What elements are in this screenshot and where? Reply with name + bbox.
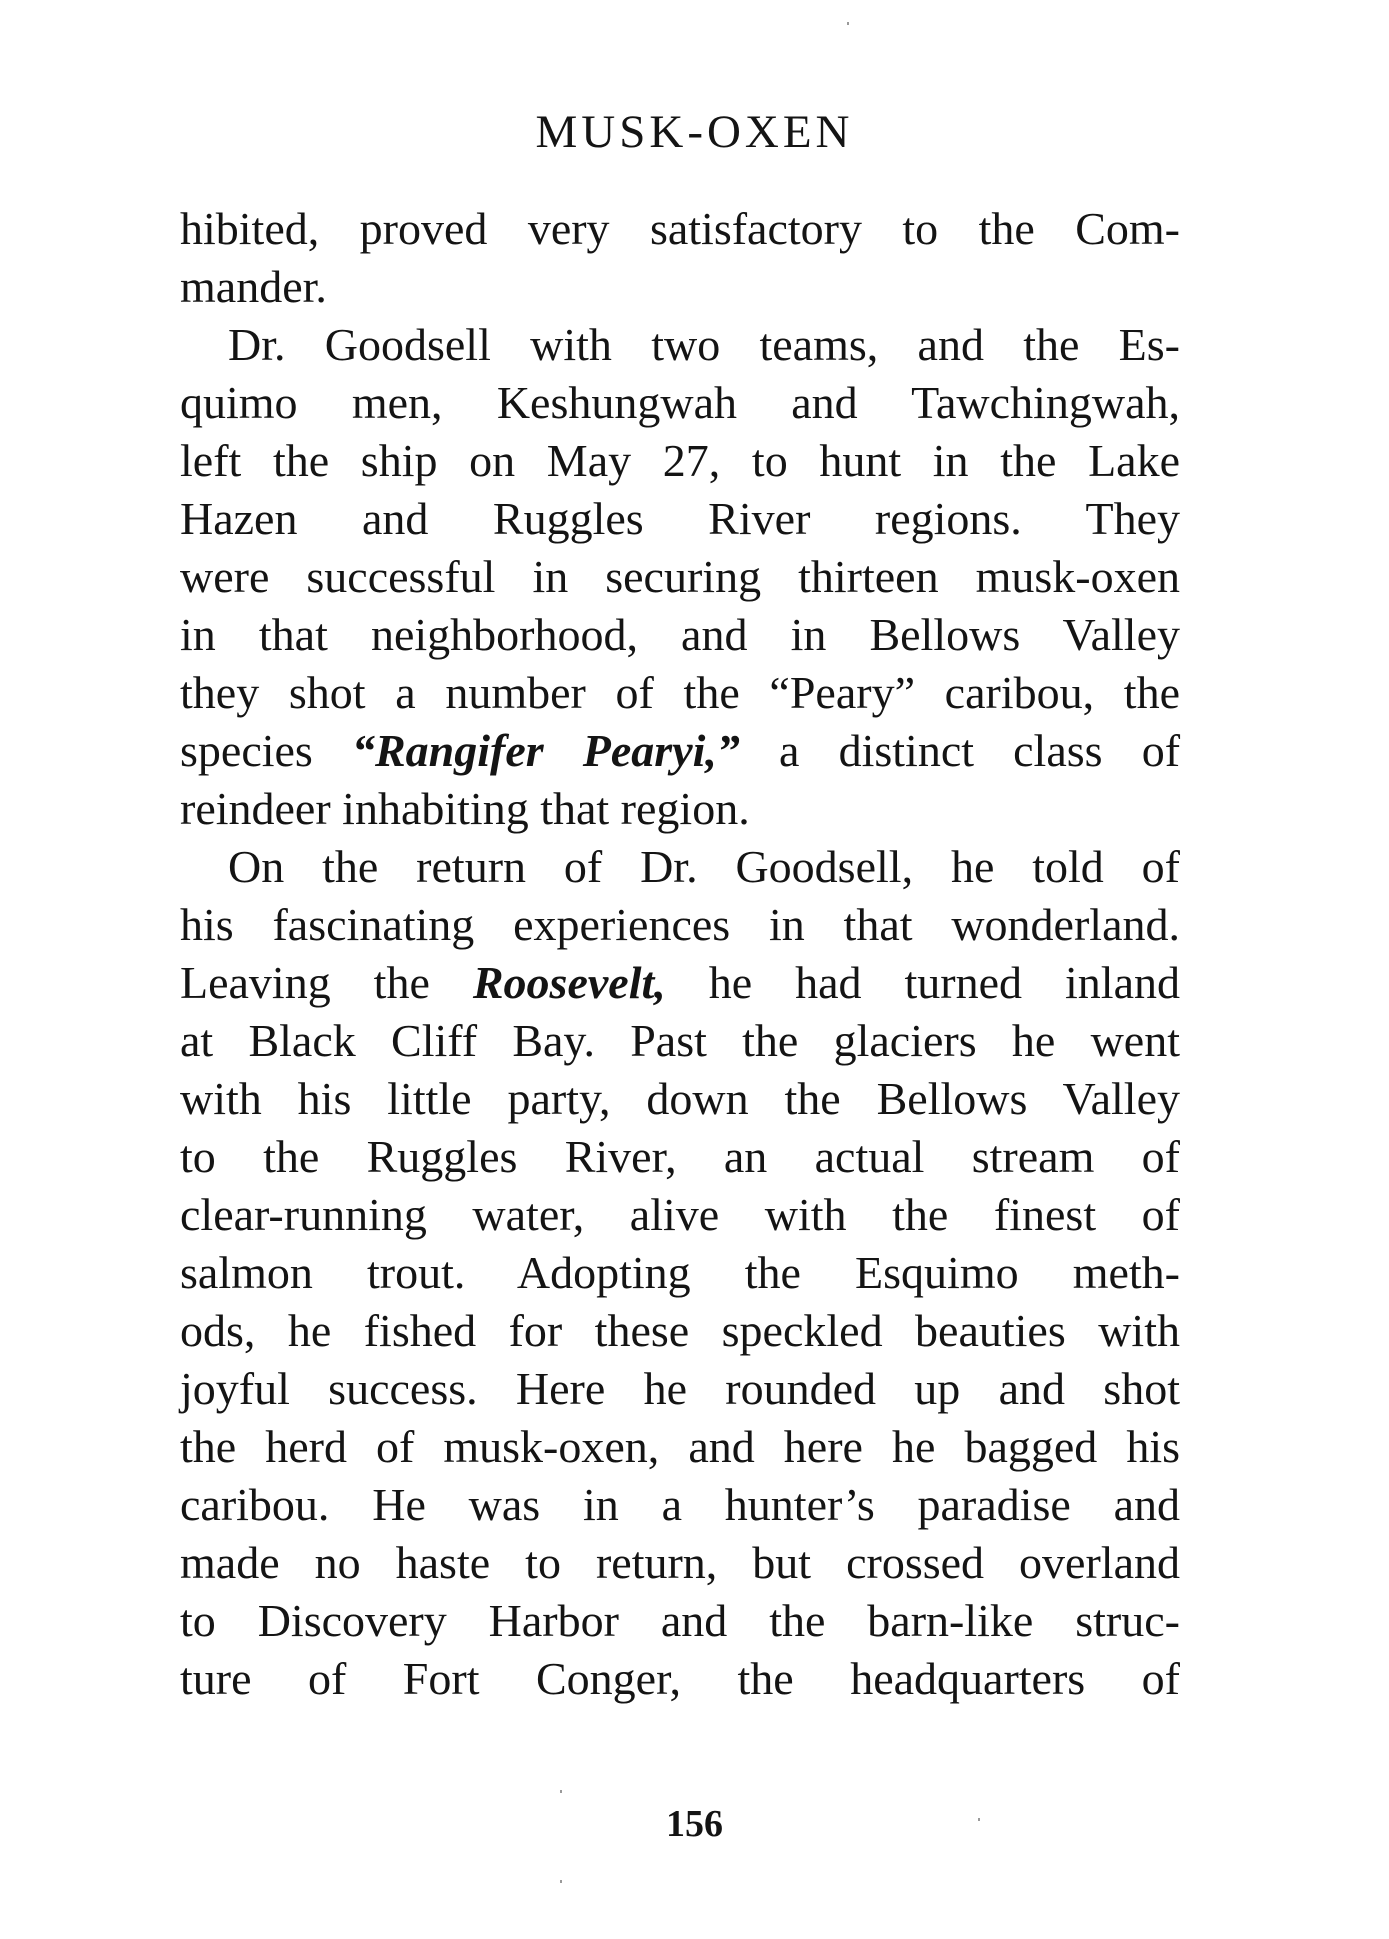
text-line: left the ship on May 27, to hunt in the Lake — [180, 435, 1180, 486]
text-line: ods, he fished for these speckled beauties with — [180, 1305, 1180, 1356]
line-text-after: a distinct class of — [739, 725, 1181, 776]
text-line: ture of Fort Conger, the headquarters of — [180, 1653, 1180, 1704]
text-line: joyful success. Here he rounded up and shot — [180, 1363, 1180, 1414]
text-line: caribou. He was in a hunter’s paradise and — [180, 1479, 1180, 1530]
text-line-with-italic — [180, 954, 1180, 1012]
text-line: reindeer inhabiting that region. — [180, 783, 750, 834]
text-line: were successful in securing thirteen musk-oxen — [180, 551, 1180, 602]
italic-ship-name: Roosevelt, — [472, 957, 666, 1008]
body-text — [180, 200, 1180, 1708]
scan-speck — [847, 22, 849, 25]
line-text-before: species — [180, 725, 352, 776]
text-line: quimo men, Keshungwah and Tawchingwah, — [180, 377, 1180, 428]
scan-speck — [978, 1818, 980, 1821]
text-line: hibited, proved very satisfactory to the Com- — [180, 203, 1180, 254]
line-text-before: Leaving the — [180, 957, 473, 1008]
text-line-with-italic — [180, 722, 1180, 780]
page-number: 156 — [666, 1803, 723, 1845]
text-line: they shot a number of the “Peary” caribou, the — [180, 667, 1180, 718]
running-head: MUSK-OXEN — [535, 106, 854, 158]
text-line: On the return of Dr. Goodsell, he told of — [228, 841, 1180, 892]
text-line: with his little party, down the Bellows Valley — [180, 1073, 1180, 1124]
text-line: at Black Cliff Bay. Past the glaciers he went — [180, 1015, 1180, 1066]
text-line: the herd of musk-oxen, and here he bagged his — [180, 1421, 1180, 1472]
italic-species-name: “Rangifer Pearyi,” — [351, 725, 740, 776]
text-line: his fascinating experiences in that wonderland. — [180, 899, 1180, 950]
line-text-after: he had turned inland — [665, 957, 1180, 1008]
text-line: salmon trout. Adopting the Esquimo meth- — [180, 1247, 1180, 1298]
text-line: to Discovery Harbor and the barn-like struc- — [180, 1595, 1180, 1646]
text-line: made no haste to return, but crossed overland — [180, 1537, 1180, 1588]
text-line: mander. — [180, 261, 327, 312]
text-line: in that neighborhood, and in Bellows Valley — [180, 609, 1180, 660]
scan-speck — [560, 1790, 562, 1793]
scan-speck — [560, 1880, 562, 1883]
text-line: to the Ruggles River, an actual stream of — [180, 1131, 1180, 1182]
text-line: Hazen and Ruggles River regions. They — [180, 493, 1180, 544]
text-line: Dr. Goodsell with two teams, and the Es- — [228, 319, 1180, 370]
text-line: clear-running water, alive with the finest of — [180, 1189, 1180, 1240]
